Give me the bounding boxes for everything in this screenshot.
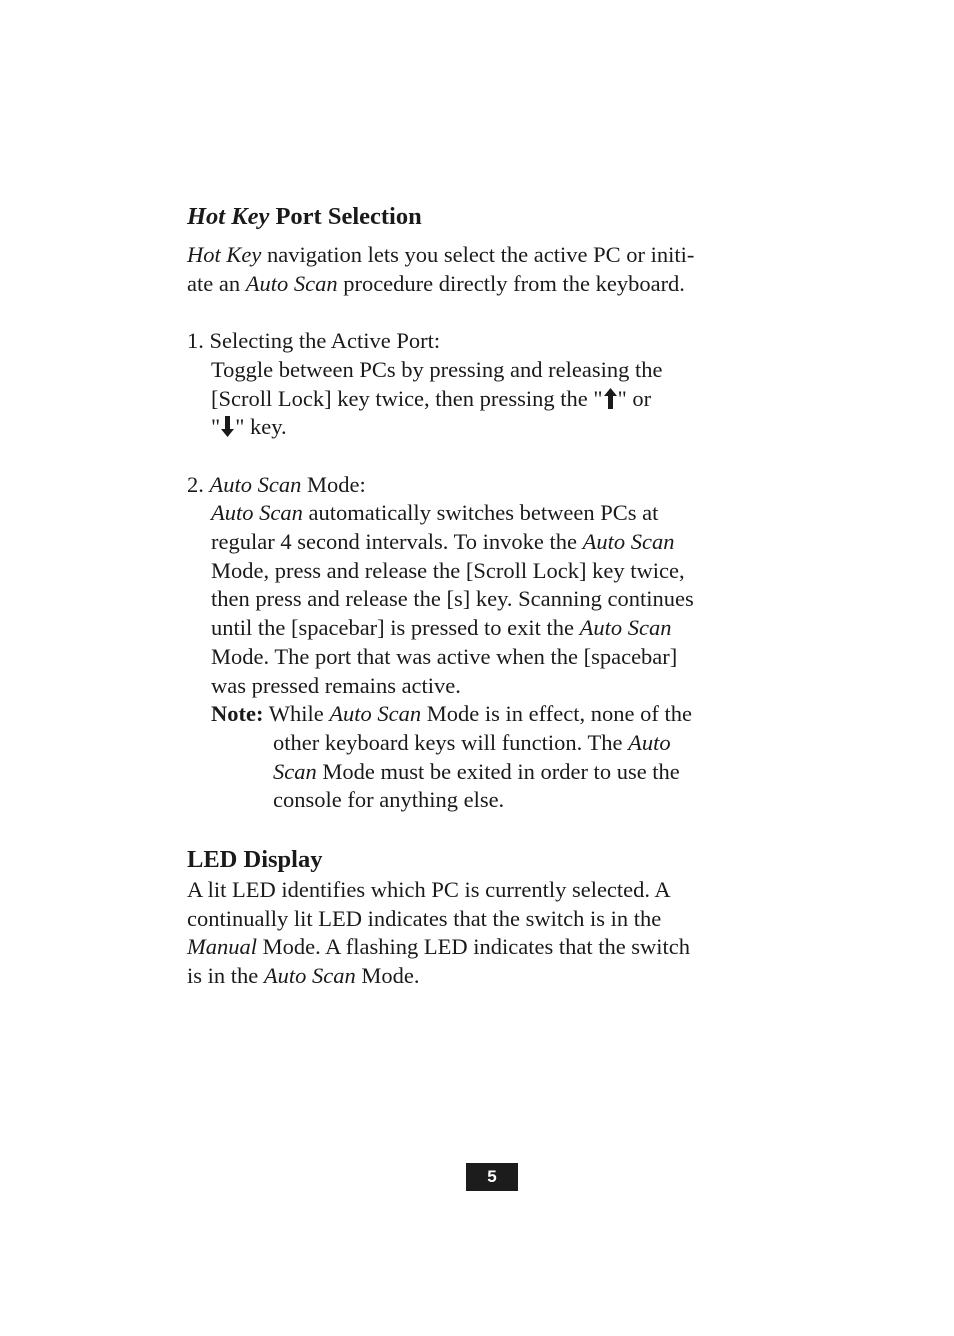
body-text: Mode. A flashing LED indicates that the switch <box>257 934 691 960</box>
italic-term: Auto <box>628 729 671 755</box>
list-item-body: " or <box>617 385 652 411</box>
body-text: was pressed remains active. <box>211 672 461 698</box>
body-text: is in the <box>187 963 264 989</box>
body-text: regular 4 second intervals. To invoke the <box>211 529 583 554</box>
intro-italic-hotkey: Hot Key <box>187 242 262 267</box>
intro-text: procedure directly from the keyboard. <box>337 270 685 296</box>
list-item-body: " <box>211 414 221 440</box>
note-text: console for anything else. <box>273 787 505 813</box>
heading-rest: Port Selection <box>269 203 422 230</box>
body-text: Mode. The port that was active when the [spacebar] <box>211 643 678 669</box>
intro-text: ate an <box>187 270 246 296</box>
body-text: A lit LED identifies which PC is currently selected. A <box>187 877 671 903</box>
body-text: automatically switches between PCs at <box>302 500 659 526</box>
note-text: Mode is in effect, none of the <box>421 701 692 727</box>
italic-term: Auto Scan <box>263 963 356 989</box>
intro-text: navigation lets you select the active PC or initi- <box>261 242 695 267</box>
led-paragraph <box>187 876 747 991</box>
list-item-body: [Scroll Lock] key twice, then pressing the " <box>211 385 603 411</box>
italic-term: Auto Scan <box>582 529 675 554</box>
list-item-body: Toggle between PCs by pressing and releasing the <box>211 356 663 382</box>
list-title-rest: Mode: <box>301 471 366 497</box>
note-text: While <box>263 701 330 727</box>
body-text: until the [spacebar] is pressed to exit the <box>211 615 580 641</box>
intro-italic-autoscan: Auto Scan <box>245 270 338 296</box>
page-content <box>187 200 747 991</box>
body-text: continually lit LED indicates that the switch is in the <box>187 905 662 931</box>
list-item-title: 1. Selecting the Active Port: <box>187 328 441 354</box>
note-text: other keyboard keys will function. The <box>273 729 629 755</box>
body-text: Mode, press and release the [Scroll Lock] key twice, <box>211 557 685 583</box>
note-text: Mode must be exited in order to use the <box>316 758 680 784</box>
down-arrow-icon <box>221 416 234 437</box>
body-text: Mode. <box>355 963 420 989</box>
page-number-badge: 5 <box>466 1163 518 1191</box>
italic-term: Scan <box>273 758 317 784</box>
note-block <box>187 700 747 815</box>
list-item-auto-scan <box>187 471 747 815</box>
list-item-title <box>187 471 747 500</box>
body-text: then press and release the [s] key. Scanning continues <box>211 586 694 612</box>
up-arrow-icon <box>604 388 617 409</box>
italic-term: Auto Scan <box>211 500 303 526</box>
list-title-italic: Auto Scan <box>209 471 302 497</box>
italic-term: Auto Scan <box>579 615 672 641</box>
section-heading-led-display: LED Display <box>187 846 323 874</box>
list-item-body: " key. <box>235 414 287 440</box>
italic-term: Manual <box>187 934 257 960</box>
section-heading-hot-key <box>187 202 747 232</box>
heading-italic: Hot Key <box>187 203 270 230</box>
intro-paragraph <box>187 241 747 298</box>
note-label: Note: <box>211 701 264 727</box>
italic-term: Auto Scan <box>329 701 422 727</box>
list-item-selecting-port <box>187 327 747 442</box>
list-number: 2. <box>187 471 210 497</box>
